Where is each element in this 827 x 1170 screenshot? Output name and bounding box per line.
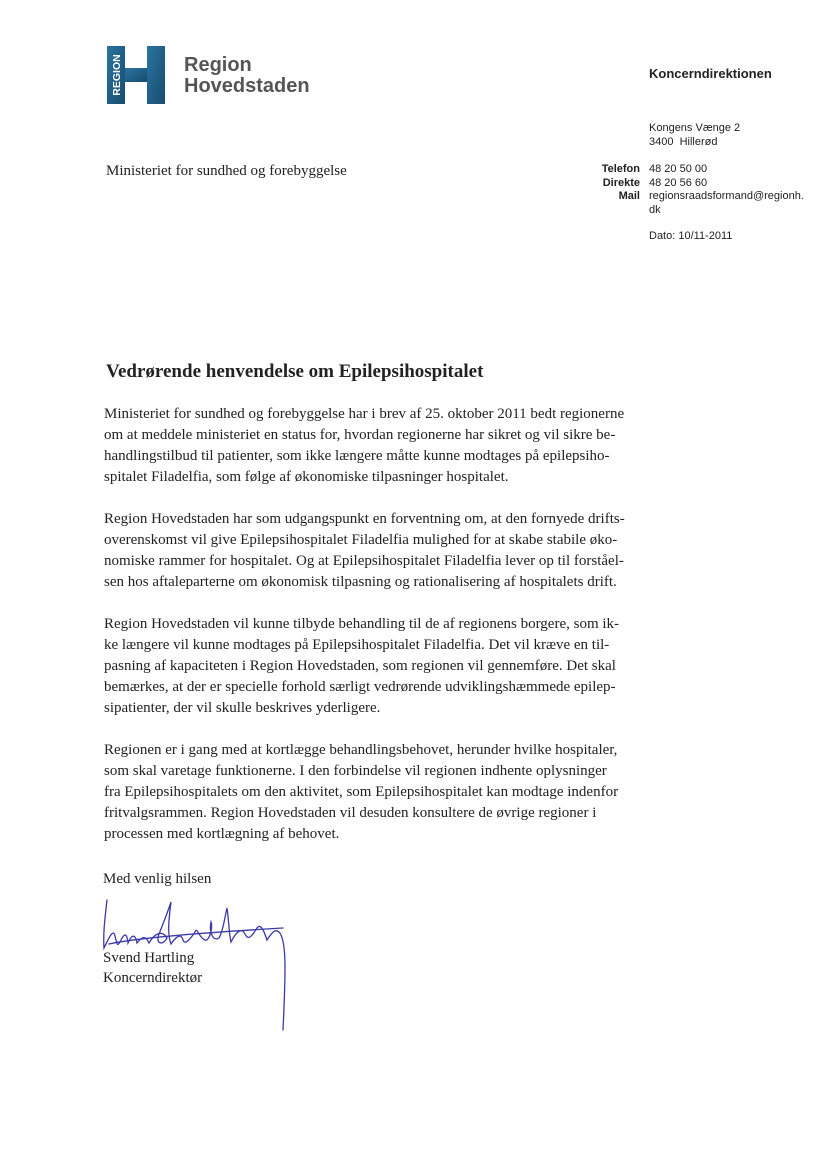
mail-label: Mail	[618, 190, 640, 202]
direct-label: Direkte	[602, 176, 640, 189]
address-line1: Kongens Vænge 2	[649, 122, 741, 134]
paragraph-line: Ministeriet for sundhed og forebyggelse har i brev af 25. oktober 2011 bedt regionerne	[104, 406, 625, 422]
letter-title: Vedrørende henvendelse om Epilepsihospitalet	[106, 361, 484, 382]
closing: Med venlig hilsen	[103, 871, 212, 887]
body-paragraph	[104, 509, 625, 593]
paragraph-line: om at meddele ministeriet en status for, hvordan regionerne har sikret og vil sikre be-	[104, 427, 616, 443]
logo-line2: Hovedstaden	[184, 75, 310, 97]
paragraph-line: processen med kortlægning af behovet.	[104, 826, 340, 842]
contact-values	[649, 163, 804, 244]
paragraph-line: Regionen er i gang med at kortlægge behandlingsbehovet, herunder hvilke hospitaler,	[104, 742, 618, 758]
paragraph-line: Region Hovedstaden har som udgangspunkt en forventning om, at den fornyede drifts-	[104, 511, 625, 527]
signer-role: Koncerndirektør	[103, 970, 203, 986]
paragraph-line: sen hos aftaleparterne om økonomisk tilpasning og rationalisering af hospitalets drift.	[104, 574, 617, 590]
phone-label: Telefon	[601, 163, 640, 175]
body-paragraph	[104, 614, 625, 719]
letter-body	[104, 404, 625, 866]
contact-labels	[590, 163, 640, 204]
paragraph-line: ke længere vil kunne modtages på Epilepsihospitalet Filadelfia. Det vil kræve en til-	[104, 637, 610, 653]
letter-date: Dato: 10/11-2011	[649, 230, 733, 242]
phone-value: 48 20 50 00	[649, 163, 708, 175]
region-logo-mark	[107, 46, 165, 104]
paragraph-line: handlingstilbud til patienter, som ikke længere måtte kunne modtages på epilepsiho-	[104, 448, 610, 464]
signer	[103, 948, 202, 988]
paragraph-line: som skal varetage funktionerne. I den forbindelse vil regionen indhente oplysninger	[104, 763, 607, 779]
paragraph-line: pasning af kapaciteten i Region Hovedstaden, som regionen vil gennemføre. Det skal	[104, 658, 616, 674]
paragraph-line: bemærkes, at der er specielle forhold særligt vedrørende udviklingshæmmede epilep-	[104, 679, 616, 695]
paragraph-line: nomiske rammer for hospitalet. Og at Epilepsihospitalet Filadelfia lever op til forståel-	[104, 553, 624, 569]
paragraph-line: fra Epilepsihospitalets om den aktivitet, som Epilepsihospitalet kan modtage indenfor	[104, 784, 619, 800]
paragraph-line: spitalet Filadelfia, som følge af økonomiske tilpasninger hospitalet.	[104, 469, 509, 485]
paragraph-line: fritvalgsrammen. Region Hovedstaden vil desuden konsultere de øvrige regioner i	[104, 805, 597, 821]
logo-wordmark	[184, 55, 310, 97]
logo-line1: Region	[184, 54, 252, 76]
recipient: Ministeriet for sundhed og forebyggelse	[106, 163, 347, 179]
body-paragraph	[104, 404, 625, 488]
paragraph-line: sipatienter, der vil skulle beskrives yderligere.	[104, 700, 381, 716]
sender-department: Koncerndirektionen	[649, 66, 772, 81]
paragraph-line: overenskomst vil give Epilepsihospitalet Filadelfia mulighed for at skabe stabile øko-	[104, 532, 618, 548]
paragraph-line: Region Hovedstaden vil kunne tilbyde behandling til de af regionens borgere, som ik-	[104, 616, 620, 632]
signer-name: Svend Hartling	[103, 950, 195, 966]
sender-address	[649, 122, 740, 149]
mail-value-cont: dk	[649, 203, 661, 216]
logo-mark-text: REGION	[111, 54, 123, 96]
mail-value: regionsraadsformand@regionh.	[649, 190, 804, 202]
body-paragraph	[104, 740, 625, 845]
address-line2: 3400 Hillerød	[649, 135, 718, 148]
direct-value: 48 20 56 60	[649, 176, 708, 189]
